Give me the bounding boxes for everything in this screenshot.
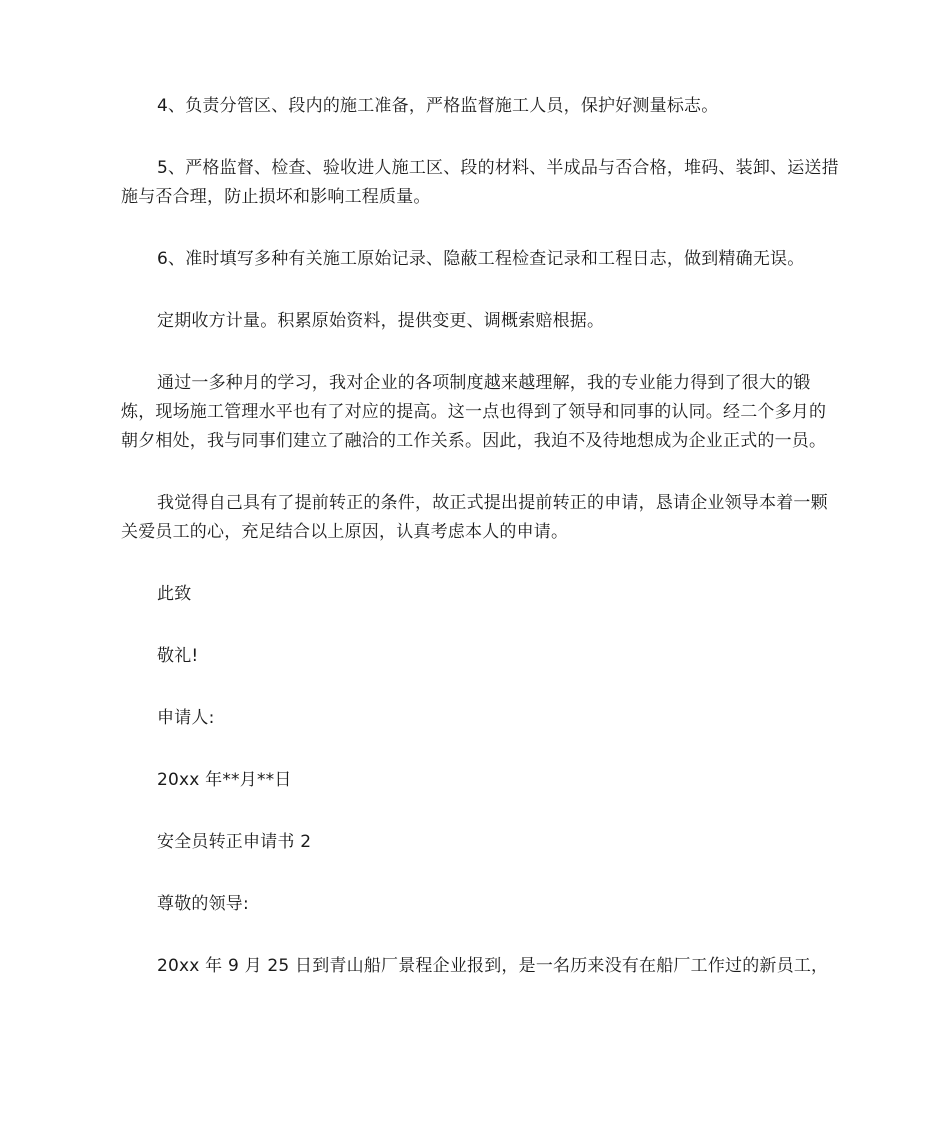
paragraph-duty-5: 5、严格监督、检查、验收进人施工区、段的材料、半成品与否合格，堆码、装卸、运送措施与否合理，防止损坏和影响工程质量。	[121, 158, 839, 207]
closing-regards: 敬礼!	[157, 646, 199, 666]
paragraph-learning: 通过一多种月的学习，我对企业的各项制度越来越理解，我的专业能力得到了很大的锻炼，现场施工管理水平也有了对应的提高。这一点也得到了领导和同事的认同。经二个多月的朝夕相处，我与同事们建立了融洽的工作关系。因此，我迫不及待地想成为企业正式的一员。	[121, 373, 827, 451]
date-line: 20xx 年**月**日	[157, 770, 292, 790]
applicant-label: 申请人:	[157, 708, 215, 728]
section-title: 安全员转正申请书 2	[157, 832, 312, 852]
paragraph-request: 我觉得自己具有了提前转正的条件，故正式提出提前转正的申请，恳请企业领导本着一颗关爱员工的心，充足结合以上原因，认真考虑本人的申请。	[121, 493, 828, 542]
greeting: 尊敬的领导:	[157, 894, 249, 914]
paragraph-duty-6: 6、准时填写多种有关施工原始记录、隐蔽工程检查记录和工程日志，做到精确无误。	[157, 249, 805, 269]
closing-salutation: 此致	[157, 584, 192, 604]
document-page	[121, 92, 841, 1014]
paragraph-measurement: 定期收方计量。积累原始资料，提供变更、调概索赔根据。	[157, 311, 605, 331]
paragraph-duty-4: 4、负责分管区、段内的施工准备，严格监督施工人员，保护好测量标志。	[157, 96, 719, 116]
paragraph-intro: 20xx 年 9 月 25 日到青山船厂景程企业报到，是一名历来没有在船厂工作过的新员工，	[157, 956, 829, 976]
